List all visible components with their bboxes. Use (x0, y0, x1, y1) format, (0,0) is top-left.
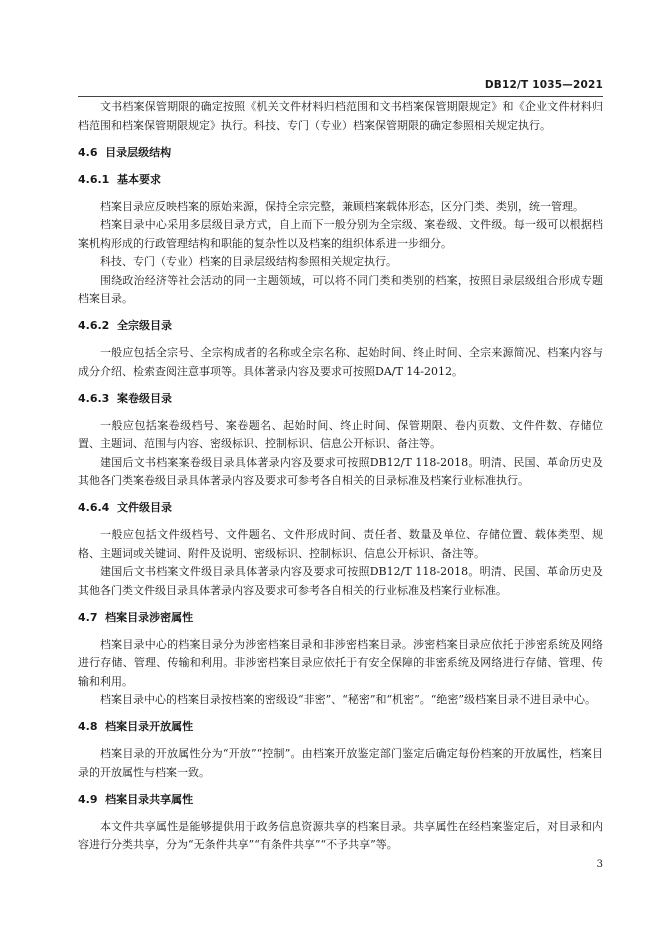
paragraph: 建国后文书档案案卷级目录具体著录内容及要求可按照DB12/T 118-2018。明清、民国、革命历史及其他各门类案卷级目录具体著录内容及要求可参考各自相关的目录标准及档案行业标准执行。 (78, 455, 603, 487)
section-heading-4-6-1: 4.6.1 基本要求 (78, 172, 161, 186)
page-number: 3 (596, 859, 603, 870)
paragraph: 档案目录中心的档案目录按档案的密级设“非密”、“秘密”和“机密”。“绝密”级档案目录不进目录中心。 (100, 693, 596, 706)
section-heading-4-8: 4.8 档案目录开放属性 (78, 720, 194, 733)
document-code: DB12/T 1035—2021 (484, 79, 603, 91)
paragraph: 一般应包括全宗号、全宗构成者的名称或全宗名称、起始时间、终止时间、全宗来源简况、档案内容与成分介绍、检索查阅注意事项等。具体著录内容及要求可按照DA/T 14-2012。 (78, 346, 603, 378)
paragraph: 围绕政治经济等社会活动的同一主题领域，可以将不同门类和类别的档案，按照目录层级组合形成专题档案目录。 (78, 273, 603, 305)
section-heading-4-6-2: 4.6.2 全宗级目录 (78, 319, 172, 332)
paragraph: 本文件共享属性是能够提供用于政务信息资源共享的档案目录。共享属性在经档案鉴定后，对目录和内容进行分类共享，分为“无条件共享”“有条件共享”“不予共享”等。 (78, 819, 603, 851)
section-heading-4-7: 4.7 档案目录涉密属性 (78, 610, 194, 624)
section-heading-4-6-4: 4.6.4 文件级目录 (78, 501, 172, 514)
section-heading-4-9: 4.9 档案目录共享属性 (78, 792, 194, 806)
header-divider (78, 96, 603, 97)
paragraph: 建国后文书档案文件级目录具体著录内容及要求可按照DB12/T 118-2018。明清、民国、革命历史及其他各门类文件级目录具体著录内容及要求可参考各自相关的行业标准及档案行业标准。 (78, 565, 603, 597)
paragraph: 一般应包括文件级档号、文件题名、文件形成时间、责任者、数量及单位、存储位置、载体类型、规格、主题词或关键词、附件及说明、密级标识、控制标识、信息公开标识、备注等。 (78, 528, 603, 560)
paragraph: 档案目录的开放属性分为“开放”“控制”。由档案开放鉴定部门鉴定后确定每份档案的开放属性，档案目录的开放属性与档案一致。 (78, 747, 603, 779)
paragraph: 档案目录中心的档案目录分为涉密档案目录和非涉密档案目录。涉密档案目录应依托于涉密系统及网络进行存储、管理、传输和利用。非涉密档案目录应依托于有安全保障的非密系统及网络进行存储、管理、传输和利用。 (78, 637, 603, 688)
paragraph: 一般应包括案卷级档号、案卷题名、起始时间、终止时间、保管期限、卷内页数、文件件数、存储位置、主题词、范围与内容、密级标识、控制标识、信息公开标识、备注等。 (78, 418, 603, 450)
paragraph: 文书档案保管期限的确定按照《机关文件材料归档范围和文书档案保管期限规定》和《企业文件材料归档范围和档案保管期限规定》执行。科技、专门（专业）档案保管期限的确定参照相关规定执行。 (78, 100, 603, 132)
section-heading-4-6-3: 4.6.3 案卷级目录 (78, 391, 172, 405)
section-heading-4-6: 4.6 目录层级结构 (78, 145, 172, 159)
paragraph: 科技、专门（专业）档案的目录层级结构参照相关规定执行。 (100, 255, 397, 268)
page-body (78, 98, 603, 855)
paragraph: 档案目录应反映档案的原始来源，保持全宗完整，兼顾档案载体形态，区分门类、类别，统一管理。 (100, 199, 584, 213)
paragraph: 档案目录中心采用多层级目录方式，自上而下一般分别为全宗级、案卷级、文件级。每一级可以根据档案机构形成的行政管理结构和职能的复杂性以及档案的组织体系进一步细分。 (78, 218, 603, 250)
